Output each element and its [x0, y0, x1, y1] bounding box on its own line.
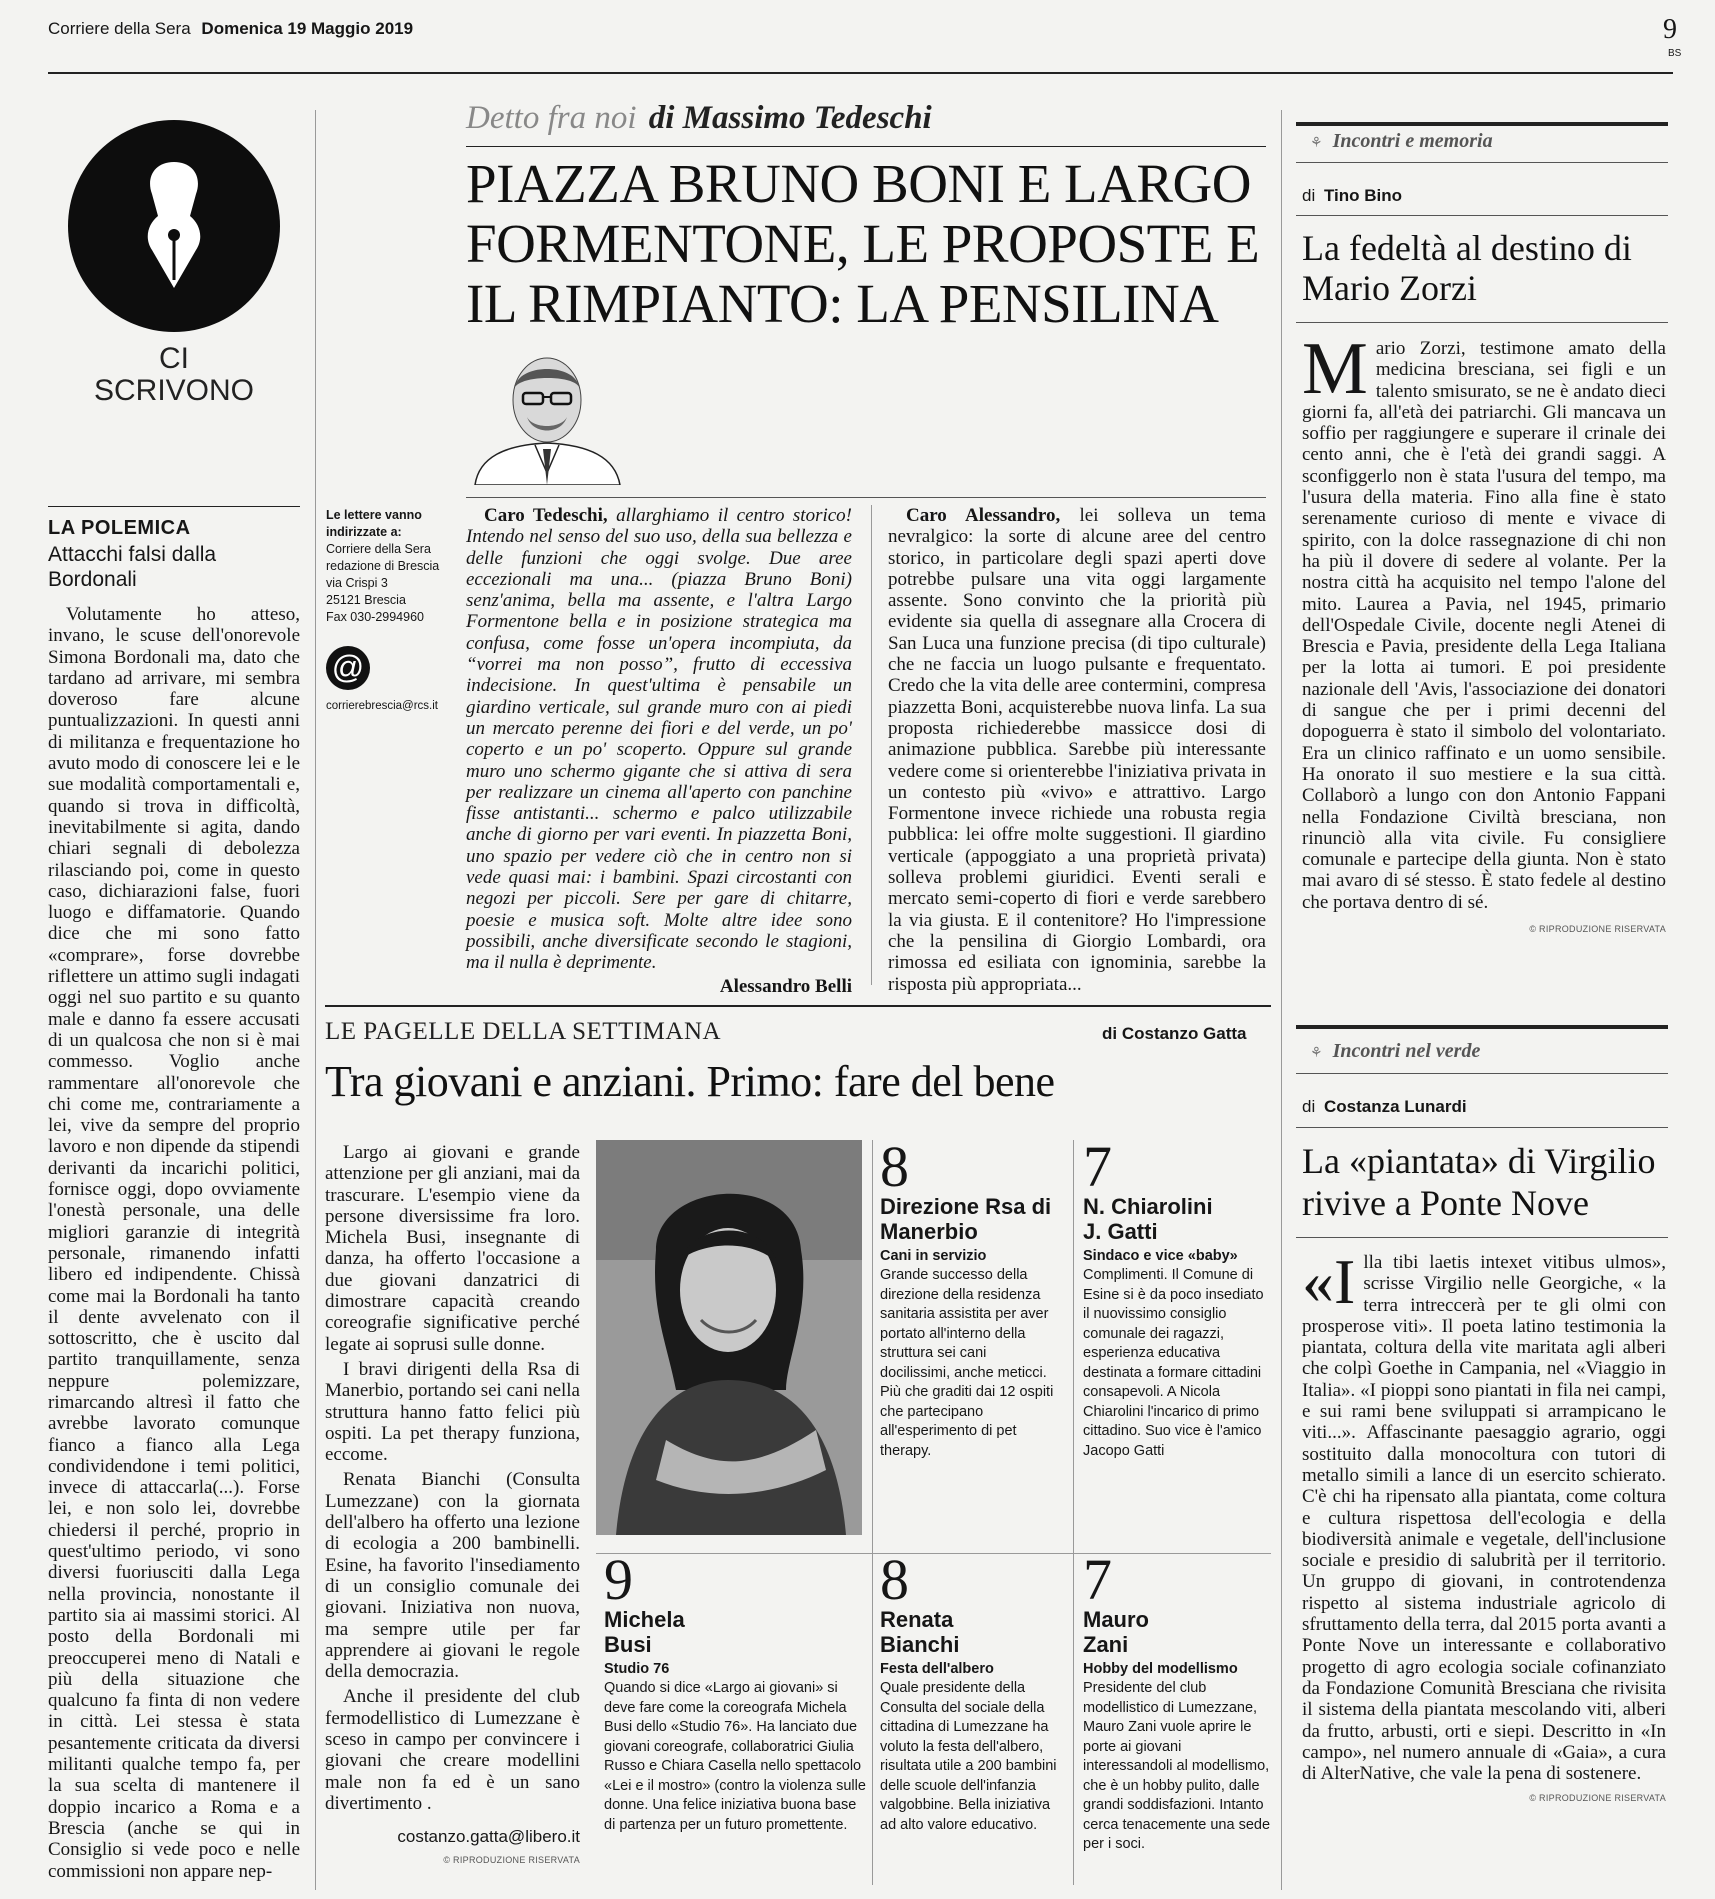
vote-text: Grande successo della direzione della residenza sanitaria assistita per aver portato all'interno della struttura sei cani docilissimi, anche meticci. Più che graditi dai 12 ospiti che partecipano all'esperimento di pet therapy. — [880, 1267, 1054, 1459]
zorzi-top-rule — [1296, 122, 1668, 126]
zorzi-byline-rule — [1296, 215, 1668, 216]
vote-text: Quando si dice «Largo ai giovani» si deve fare come la coreografa Michela Busi dello «Studio 76». Ha lanciato due giovani coreografe, collaboratrici Giulia Russo e Chiara Casella nello spettacolo «Lei e il mostro» (contro la violenza sulle donne. Una felice iniziativa buona base di partenza per un futuro promettente. — [604, 1680, 866, 1833]
virgilio-text: lla tibi laetis intexet vitibus ulmos», scrisse Virgilio nelle Georgiche, « la terra intreccerà per te gli olmi con prosperose viti». Il poeta latino testimonia la piantata, coltura della vite maritata agli alberi che colpì Goethe in Campania, nel «Viaggio in Italia». «I pioppi sono piantati in fila nei campi, e sui rami bene sviluppati si arrampicano le viti...». Affascinante paesaggio agrario, oggi sostituito dalla monocoltura con tutori di metallo simili a lance di un esercito schierato. C'è chi ha ripensato alla piantata, come coltura e cultura rispettosa dell'ecologia e della biodiversità animale e vegetale, dell'inclusione sociale e presidio di salubrità per il territorio. Un gruppo di giovani, in controtendenza rispetto al sistema industriale agricolo di sfruttamento della terra, dal 2015 porta avanti a Ponte Nove un interessante e collaborativo progetto di agro ecologia sociale cofinanziato da Fondazione Comunità Bresciana che rivisita il sistema della piantata mescolando viti, alberi da frutto, arbusti, orti e siepi. Descritto in «In campo», nel numero annuale di «Gaia», a cura di AlterNative, che vale la pena di sostenere. — [1302, 1252, 1666, 1785]
rubric-title — [68, 343, 280, 407]
vote-card — [1083, 1547, 1271, 1855]
letter-col-rule — [871, 505, 872, 985]
pagelle-email[interactable]: costanzo.gatta@libero.it — [397, 1827, 580, 1847]
zorzi-title-rule — [1296, 322, 1668, 323]
pagelle-author: di Costanzo Gatta — [1102, 1024, 1247, 1043]
tedeschi-kicker-line — [466, 100, 932, 137]
pagelle-paragraph: Renata Bianchi (Consulta Lumezzane) con la giornata dell'albero ha offerto una lezione di ecologia a 200 bambinelli. Esine, ha favorito l'insediamento di un consiglio comunale dei giovani. Iniziativa non nuova, ma sempre utile per far apprendere ai giovani le regole della democrazia. — [325, 1469, 580, 1683]
vote-subtitle: Festa dell'albero — [880, 1661, 994, 1677]
virgilio-byline-rule — [1296, 1127, 1668, 1128]
zorzi-author-prefix: di — [1302, 186, 1316, 205]
rubric-logo — [68, 120, 280, 332]
flower-icon: ⚘ — [1310, 1046, 1323, 1061]
at-icon: @ — [326, 646, 370, 690]
letters-info-line: via Crispi 3 — [326, 576, 388, 590]
tedeschi-kicker: Detto fra noi — [466, 100, 637, 136]
michela-busi-photo — [596, 1140, 862, 1535]
virgilio-kicker-rule — [1296, 1073, 1668, 1074]
votes-col-rule-2 — [1073, 1140, 1074, 1885]
reply-body: lei solleva un tema nevralgico: la sorte di alcune aree del centro storico, in particolare degli spazi aperti dove potrebbe pulsare una vita oggi largamente assente. Sono convinto che la priorità più evidente sia quella di assegnare alla Crocera di San Luca una funzione precisa (di tipo culturale) che ne faccia un luogo pulsante e frequentato. Credo che la vita delle aree contermini, compresa piazzetta Boni, acquisterebbe nuova linfa. La sua proposta richiederebbe massicce dosi di animazione pubblica. Sarebbe più interessante vedere come si orienterebbe l'iniziativa privata in un contesto più «vivo» e attrattivo. Largo Formentone invece richiede una robusta regia pubblica: lei offre molte suggestioni. Il giardino verticale (appoggiato a una proprietà privata) solleva problemi giuridici. Eventi serali e mercato semi-coperto di fiori e verde sarebbero la via giusta. E il contenitore? Ho l'impressione che la pensilina di Giorgio Lombardi, ora rimossa ed esiliata con ignominia, sarebbe la risposta più appropriata... — [888, 505, 1266, 995]
pagelle-paragraph: Anche il presidente del club fermodellistico di Lumezzane è sceso in campo per convincere i giovani che creare modellini male non fa ed è un sano divertimento . — [325, 1686, 580, 1814]
letters-info-line: 25121 Brescia — [326, 593, 406, 607]
reply-lead: Caro Alessandro, — [906, 505, 1061, 526]
paper-name: Corriere della Sera — [48, 19, 191, 38]
vote-card — [1083, 1134, 1271, 1461]
vote-name: Direzione Rsa di Manerbio — [880, 1194, 1052, 1244]
vote-score: 9 — [604, 1547, 633, 1612]
letter-signature: Alessandro Belli — [719, 975, 852, 997]
virgilio-byline — [1302, 1097, 1467, 1117]
virgilio-kicker: Incontri nel verde — [1332, 1040, 1481, 1062]
vote-subtitle: Studio 76 — [604, 1661, 670, 1677]
issue-date: Domenica 19 Maggio 2019 — [201, 19, 414, 38]
vote-text: Complimenti. Il Comune di Esine si è da poco insediato il nuovissimo consiglio comunale dei ragazzi, esperienza educativa destinata a formare cittadini consapevoli. A Nicola Chiarolini l'incarico di primo cittadino. Suo vice è l'amico Jacopo Gatti — [1083, 1267, 1264, 1459]
vote-card — [604, 1547, 866, 1835]
polemica-text: Volutamente ho atteso, invano, le scuse dell'onorevole Simona Bordonali ma, dato che tardano ad arrivare, mi sembra doveroso fare alcune puntualizzazioni. In questi anni di militanza e frequentazione ho avuto modo di conoscere lei e le sue modalità comportamentali e, quando si trova in difficoltà, inevitabilmente si agita, dando chiari segnali di debolezza rilasciando poi, come in questo caso, dichiarazioni false, fuori luogo e diffamatorie. Quando dice che mi sono fatto «comprare», forse dovrebbe riflettere un attimo sugli indagati oggi nel suo partito e su quanto male e danno fa essere accusati di un qualcosa che non si è mai commesso. Voglio anche rammentare all'onorevole che chi come me, contrariamente a lei, vive da sempre del proprio lavoro e non dipende da stipendi derivanti da incarichi politici, fornisce oggi, dopo ovviamente l'onestà personale, una delle migliori garanzie di integrità personale, rimanendo infatti libero ed indipendente. Chissà come mai la Bordonali ha tanto il dente avvelenato con il sottoscritto, che è uscito dal partito tranquillamente, senza neppure polemizzare, rimarcando altresì il fatto che avrebbe lavorato comunque fianco a fianco alla Lega condividendone i temi politici, invece di attaccarla(...). Forse lei, e non solo lei, dovrebbe chiedersi il perché, proprio in quest'ultimo periodo, vi sono diversi fuoriusciti dalla Lega nella provincia, nonostante il partito sia ai massimi storici. Al posto della Bordonali mi preoccuperei meno di Natali e più della situazione che qualcuno fa finta di non vedere in città. Lei stessa è stata pesantemente criticata da diversi militanti qualche tempo fa, per la sua scelta di mantenere il doppio incarico a Roma e a Brescia (anche se qui in Consiglio si vede poco e nelle commissioni non appare nep- — [48, 604, 300, 1882]
virgilio-title: La «piantata» di Virgilio rivive a Ponte Nove — [1302, 1141, 1656, 1223]
letters-info-line: Fax 030-2994960 — [326, 610, 424, 624]
polemica-rule — [48, 506, 300, 507]
tedeschi-author: di Massimo Tedeschi — [648, 100, 932, 136]
flower-icon: ⚘ — [1310, 136, 1323, 151]
letter-lead: Caro Tedeschi, — [484, 505, 608, 526]
rubric-line1: CI — [159, 342, 189, 375]
pagelle-author-line — [1102, 1024, 1247, 1044]
zorzi-text: ario Zorzi, testimone amato della medicina bresciana, sei figli e un talento smisurato, se ne è andato dieci giorni fa, all'età dei patriarchi. Gli mancava un soffio per raggiungere e superare il crinale dei cento anni, che è l'età dei grandi saggi. A sconfiggerlo non è stata l'usura del tempo, ma l'usura della materia. Fino alla fine è stato serenamente curioso di mente e vivace di spirito, con la dolce rassegnazione di chi non ha più il dovere di sedere al volante. Per la nostra città ha acquisito nel tempo l'alone del mito. Laurea a Pavia, nel 1945, primario dell'Ospedale Civile, docente negli Atenei di Brescia e Pavia, presidente della Lega Italiana per la lotta ai tumori. E poi presidente nazionale dell 'Avis, l'associazione dei donatori di sangue che per i primi decenni del dopoguerra è stato il simbolo del volontariato. Era un clinico raffinato e un uomo sensibile. Ha onorato il suo mestiere e la sua città. Collaborò a lungo con don Antonio Fappani nella Fondazione Civiltà bresciana, non rinunciò alla vita civile. Fu consigliere comunale e partecipe della giunta. Non è stato mai avaro di sé stesso. È stato fedele al destino che portava dentro di sé. — [1302, 338, 1666, 913]
polemica-kicker: LA POLEMICA — [48, 517, 191, 539]
polemica-article — [48, 517, 300, 1899]
virgilio-dropcap: «I — [1302, 1246, 1356, 1317]
virgilio-top-rule — [1296, 1025, 1668, 1029]
letters-info — [326, 507, 451, 715]
pagelle-title: Tra giovani e anziani. Primo: fare del bene — [325, 1057, 1055, 1106]
letters-info-title: Le lettere vanno indirizzate a: — [326, 508, 422, 539]
letters-info-email[interactable]: corrierebrescia@rcs.it — [326, 700, 439, 712]
zorzi-byline — [1302, 186, 1402, 206]
zorzi-kicker: Incontri e memoria — [1332, 130, 1493, 152]
zorzi-text-block — [1302, 328, 1666, 940]
vote-text: Presidente del club modellistico di Lumezzane, Mauro Zani vuole aprire le porte ai giovani interessandoli al modellismo, che è un hobby pulito, dalle grandi soddisfazioni. Intanto cerca tenacemente una sede per i soci. — [1083, 1680, 1271, 1852]
header-paper-date — [48, 19, 413, 39]
letters-info-line: redazione di Brescia — [326, 559, 440, 573]
vote-score: 7 — [1083, 1134, 1112, 1199]
vote-name: Michela Busi — [604, 1607, 685, 1657]
zorzi-author: Tino Bino — [1323, 186, 1403, 205]
tedeschi-title-rule — [466, 146, 1266, 147]
tedeschi-portrait — [465, 345, 630, 485]
zorzi-rights: © RIPRODUZIONE RISERVATA — [1529, 924, 1666, 935]
virgilio-author-prefix: di — [1302, 1097, 1316, 1116]
page-number: 9 — [1663, 14, 1677, 45]
virgilio-text-block — [1302, 1246, 1666, 1810]
pagelle-top-rule — [325, 1005, 1271, 1007]
vote-text: Quale presidente della Consulta del sociale della cittadina di Lumezzane ha voluto la festa dell'albero, risultata utile a 200 bambini delle scuole dell'infanzia valgobbine. Bella iniziativa ad alto valore educativo. — [880, 1680, 1057, 1833]
vote-subtitle: Sindaco e vice «baby» — [1083, 1248, 1238, 1264]
virgilio-title-rule — [1296, 1237, 1668, 1238]
tedeschi-reply — [888, 505, 1266, 995]
vote-score: 8 — [880, 1547, 909, 1612]
vote-card — [880, 1547, 1060, 1835]
tedeschi-letter — [466, 505, 852, 997]
pagelle-body — [325, 1142, 580, 1871]
vote-score: 7 — [1083, 1547, 1112, 1612]
pagelle-paragraph: I bravi dirigenti della Rsa di Manerbio, portando sei cani nella struttura hanno fatto felici più ospiti. La pet therapy funziona, eccome. — [325, 1358, 580, 1466]
zorzi-dropcap: M — [1302, 328, 1368, 410]
pen-nib-icon — [68, 120, 280, 332]
vote-subtitle: Hobby del modellismo — [1083, 1661, 1238, 1677]
vote-name: N. Chiarolini J. Gatti — [1083, 1194, 1213, 1244]
vote-card — [880, 1134, 1060, 1461]
tedeschi-title: PIAZZA BRUNO BONI E LARGO FORMENTONE, LE PROPOSTE E IL RIMPIANTO: LA PENSILINA — [466, 153, 1260, 334]
col-rule-1 — [315, 110, 316, 1890]
col-rule-2 — [1281, 110, 1282, 1890]
letter-body: allarghiamo il centro storico! Intendo nel senso del suo uso, della sua bellezza e delle funzioni che oggi svolge. Due aree eccezionali ma una... (piazza Bruno Boni) senz'anima, bella ma assente, e l'altra Largo Formentone bella e in posizione strategica ma confusa, come fosse un'opera incompiuta, da “vorrei ma non posso”, frutto di eccessiva indecisione. In quest'ultima è pensabile un giardino verticale, sul grande muro con ai piedi un mercato perenne dei fiori e del verde, un po' coperto e un po' scoperto. Oppure sul grande muro uno schermo gigante che si attiva di sera per realizzare un cinema all'aperto con panchine fisse antistanti... schermo e palco utilizzabile anche di giorno per vari eventi. In piazzetta Boni, uno spazio per vedere ciò che in centro non si vede quasi mai: i bambini. Spazi circostanti con negozi per piccoli. Sere per gare di chitarre, poesie e musica soft. Molte altre idee sono possibili, anche diversificate secondo le stagioni, ma il nulla è deprimente. — [466, 505, 852, 974]
pagelle-kicker: LE PAGELLE DELLA SETTIMANA — [325, 1018, 722, 1045]
polemica-title: Attacchi falsi dalla Bordonali — [48, 543, 217, 591]
letters-info-line: Corriere della Sera — [326, 542, 431, 556]
top-rule — [48, 72, 1673, 74]
vote-name: Mauro Zani — [1083, 1607, 1149, 1657]
zorzi-title: La fedeltà al destino di Mario Zorzi — [1302, 228, 1632, 308]
rubric-line2: SCRIVONO — [93, 374, 255, 407]
vote-name: Renata Bianchi — [880, 1607, 960, 1657]
zorzi-kicker-line — [1310, 130, 1493, 153]
pagelle-rights: © RIPRODUZIONE RISERVATA — [443, 1854, 580, 1865]
virgilio-author: Costanza Lunardi — [1323, 1097, 1467, 1116]
edition-code: BS — [1668, 48, 1682, 59]
votes-col-rule-1 — [872, 1140, 873, 1885]
zorzi-kicker-rule — [1296, 162, 1668, 163]
letter-top-rule — [466, 497, 1266, 498]
virgilio-kicker-line — [1310, 1040, 1480, 1063]
pagelle-paragraph: Largo ai giovani e grande attenzione per gli anziani, mai da trascurare. L'esempio viene da persone diversissime fra loro. Michela Busi, insegnante di danza, ha offerto l'occasione a due giovani danzatrici di dimostrare capacità creando coreografie significative perché legate ai soprusi sulle donne. — [325, 1142, 580, 1355]
vote-subtitle: Cani in servizio — [880, 1248, 987, 1264]
virgilio-rights: © RIPRODUZIONE RISERVATA — [1529, 1793, 1666, 1804]
vote-score: 8 — [880, 1134, 909, 1199]
